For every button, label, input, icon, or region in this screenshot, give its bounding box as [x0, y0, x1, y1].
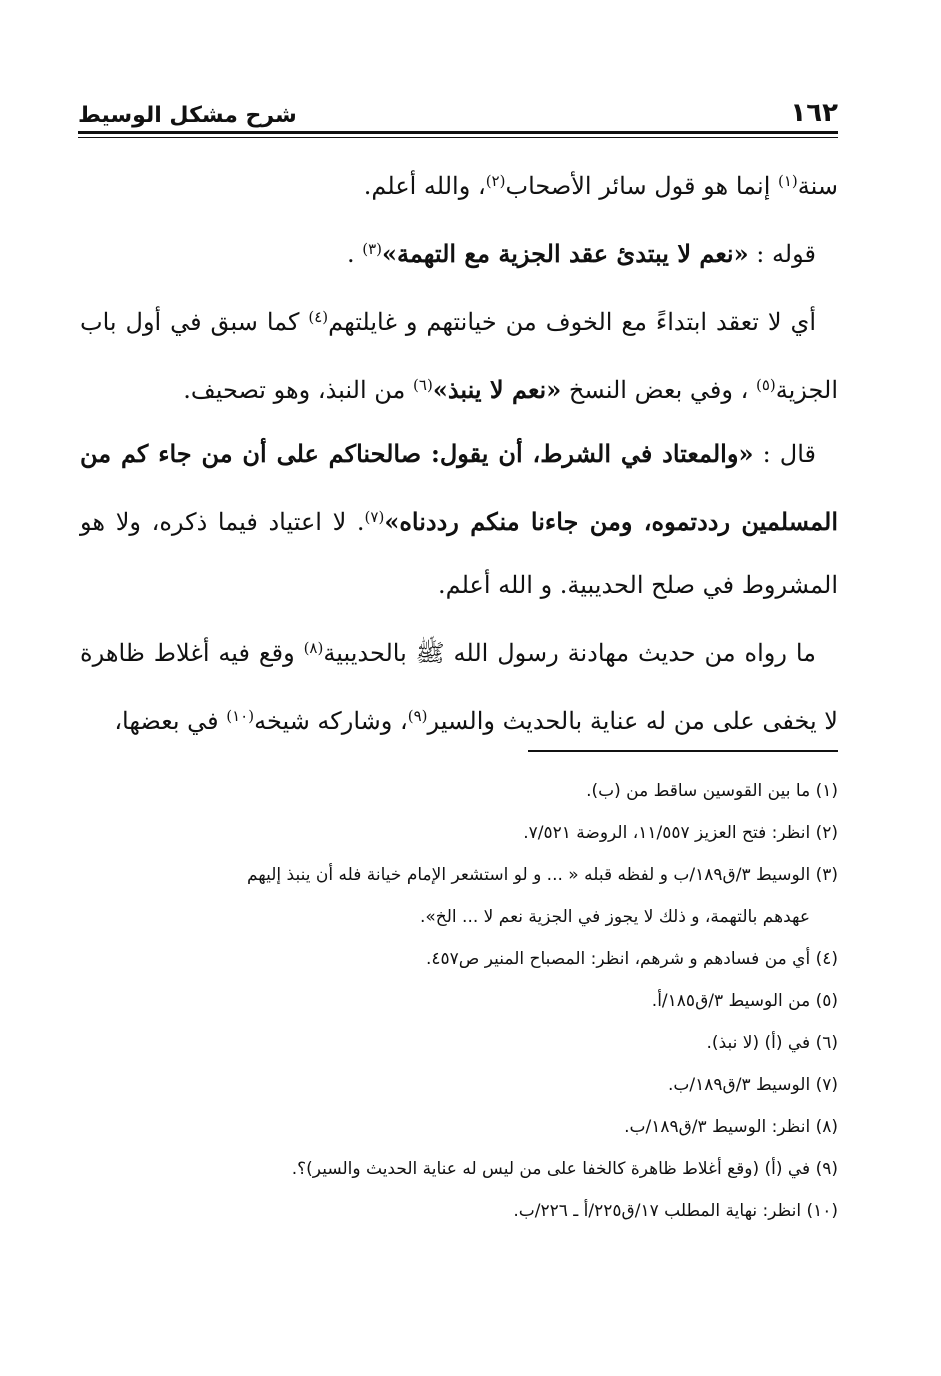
- footnote-7: (٧) الوسيط ٣/ق١٨٩/ب.: [667, 1075, 838, 1095]
- text-run: ، وشاركه شيخه: [254, 707, 408, 735]
- text-run: ، وفي بعض النسخ: [561, 376, 756, 404]
- paragraph-4: [80, 422, 838, 617]
- footnote-ref: (١٠): [226, 707, 255, 725]
- text-run: قوله :: [748, 240, 816, 268]
- footnote-ref: (٣): [362, 240, 383, 258]
- footnote-5: (٥) من الوسيط ٣/ق١٨٥/أ.: [651, 991, 838, 1011]
- footnote-4: (٤) أي من فسادهم و شرهم، انظر: المصباح المنير ص٤٥٧.: [425, 949, 838, 969]
- paragraph-2: [80, 218, 838, 286]
- text-run: إنما هو قول سائر الأصحاب: [505, 172, 778, 200]
- footnote-1: (١) ما بين القوسين ساقط من (ب).: [586, 781, 838, 801]
- footnote-6: (٦) في (أ) (لا نبذ).: [706, 1033, 838, 1053]
- footnote-10: (١٠) انظر: نهاية المطلب ١٧/ق٢٢٥/أ ـ ٢٢٦/ب.: [513, 1201, 838, 1221]
- text-run: قال :: [753, 440, 816, 468]
- footnote-ref: (٦): [413, 376, 433, 394]
- text-run: .: [346, 240, 363, 268]
- footnote-ref: (٤): [308, 308, 329, 326]
- text-run: من النبذ، وهو تصحيف.: [183, 376, 414, 404]
- text-run: ما رواه من حديث مهادنة رسول الله ﷺ بالحديبية: [323, 639, 816, 667]
- footnote-2: (٢) انظر: فتح العزيز ١١/٥٥٧، الروضة ٧/٥٢١.: [523, 823, 838, 843]
- paragraph-1: [80, 150, 838, 218]
- footnote-ref: (٢): [485, 172, 506, 190]
- footnote-3-continuation: عهدهم بالتهمة، و ذلك لا يجوز في الجزية نعم لا ... الخ».: [419, 907, 810, 927]
- running-title: شرح مشكل الوسيط: [78, 103, 297, 128]
- text-run: وقع فيه أغلاط ظاهرة لا يخفى على من له عناية بالحديث والسير: [80, 639, 838, 735]
- text-run: . لا اعتياد فيما ذكره، ولا هو المشروط في صلح الحديبية. و الله أعلم.: [80, 508, 838, 599]
- footnote-ref: (٧): [364, 508, 385, 526]
- footnote-ref: (٩): [407, 707, 428, 725]
- quoted-text: «نعم لا ينبذ»: [432, 375, 562, 404]
- footnote-9: (٩) في (أ) (وقع أغلاط ظاهرة كالخفا على من ليس له عناية الحديث والسير)؟.: [291, 1159, 838, 1179]
- footnote-3: (٣) الوسيط ٣/ق١٨٩/ب و لفظه قبله « ... و لو استشعر الإمام خيانة فله أن ينبذ إليهم: [246, 865, 838, 885]
- footnote-separator: [528, 750, 838, 752]
- page-number: ١٦٢: [790, 98, 838, 128]
- text-run: سنة: [797, 172, 838, 200]
- footnote-8: (٨) انظر: الوسيط ٣/ق١٨٩/ب.: [624, 1117, 838, 1137]
- text-run: أي لا تعقد ابتداءً مع الخوف من خيانتهم و غايلتهم: [328, 308, 816, 336]
- text-run: في بعضها،: [114, 707, 227, 735]
- text-run: كما سبق في أول باب الجزية: [80, 308, 838, 404]
- text-run: ، والله أعلم.: [363, 172, 486, 200]
- quoted-text: «والمعتاد في الشرط، أن يقول: صالحناكم على أن من جاء كم من المسلمين رددتموه، ومن جاءنا منكم رددناه»: [80, 439, 838, 536]
- paragraph-3: [80, 286, 838, 422]
- page-header: [78, 92, 838, 128]
- footnote-ref: (٨): [303, 639, 324, 657]
- header-rule: [78, 131, 838, 134]
- paragraph-5: [80, 617, 838, 753]
- footnote-ref: (١): [778, 172, 798, 190]
- header-rule-thin: [78, 137, 838, 138]
- footnote-ref: (٥): [755, 376, 776, 394]
- footnotes: [78, 770, 838, 1232]
- quoted-text: «نعم لا يبتدئ عقد الجزية مع التهمة»: [382, 239, 749, 268]
- main-text: [80, 150, 838, 753]
